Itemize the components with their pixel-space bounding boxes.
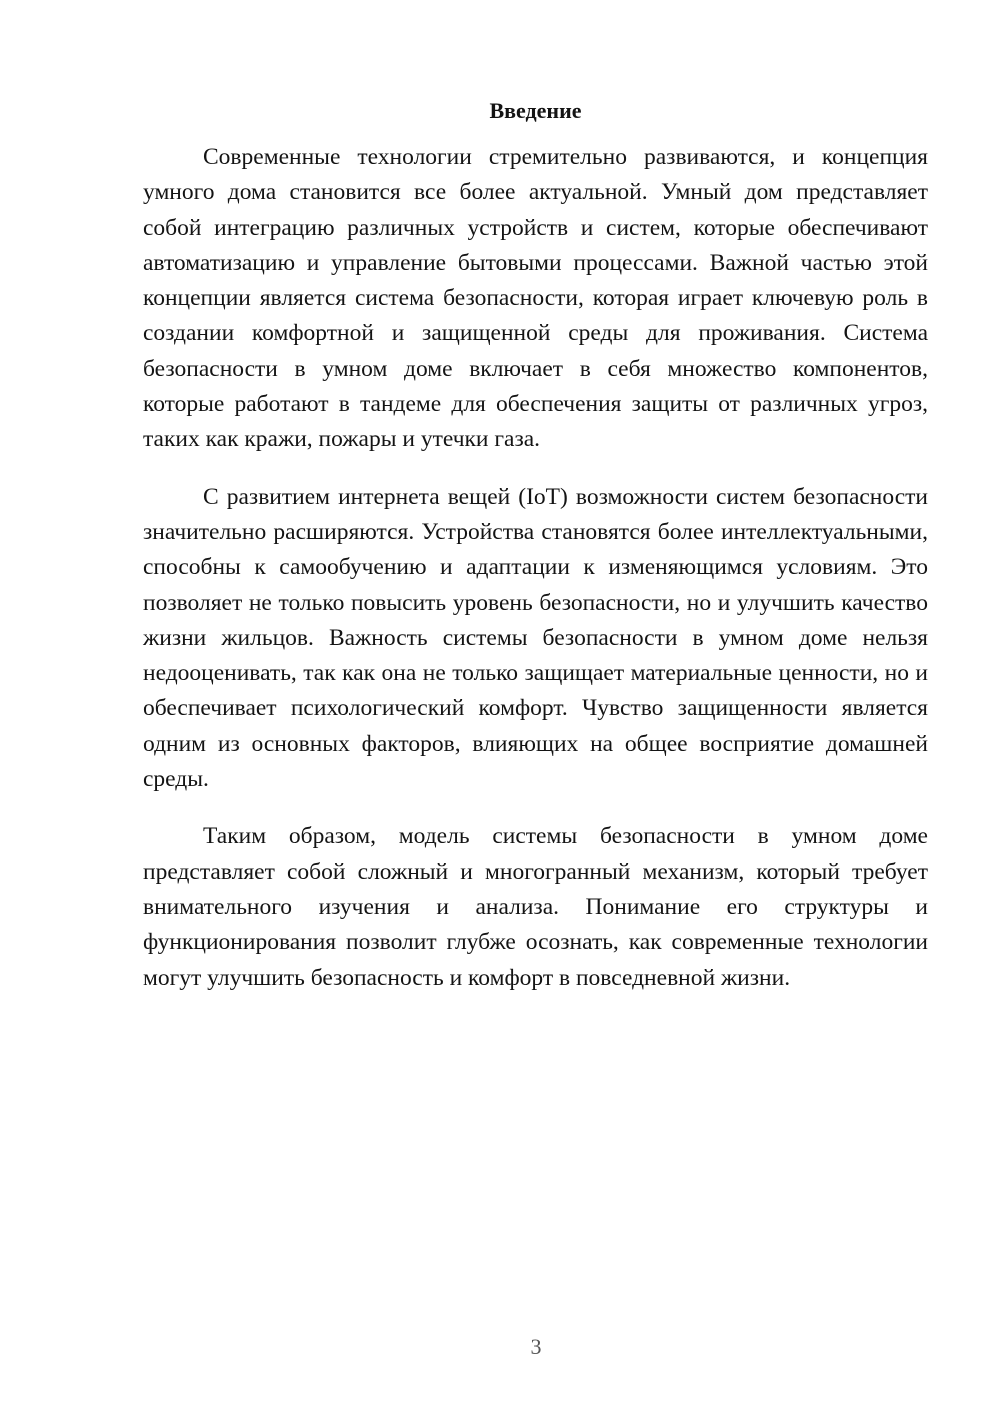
page-content bbox=[143, 94, 928, 1018]
paragraph-conclusion: Таким образом, модель системы безопасности в умном доме представляет собой сложный и многогранный механизм, который требует внимательного изучения и анализа. Понимание его структуры и функционирования позволит глубже осознать, как современные технологии могут улучшить безопасность и комфорт в повседневной жизни. bbox=[143, 823, 928, 991]
page-number: 3 bbox=[530, 1334, 542, 1359]
section-title: Введение bbox=[489, 98, 582, 123]
paragraph-intro: Современные технологии стремительно развиваются, и концепция умного дома становится все более актуальной. Умный дом представляет собой интеграцию различных устройств и систем, которые обеспечивают автоматизацию и управление бытовыми процессами. Важной частью этой концепции является система безопасности, которая играет ключевую роль в создании комфортной и защищенной среды для проживания. Система безопасности в умном доме включает в себя множество компонентов, которые работают в тандеме для обеспечения защиты от различных угроз, таких как кражи, пожары и утечки газа. bbox=[143, 144, 928, 453]
paragraph-iot: С развитием интернета вещей (IoT) возможности систем безопасности значительно расширяются. Устройства становятся более интеллектуальными, способны к самообучению и адаптации к изменяющимся условиям. Это позволяет не только повысить уровень безопасности, но и улучшить качество жизни жильцов. Важность системы безопасности в умном доме нельзя недооценивать, так как она не только защищает материальные ценности, но и обеспечивает психологический комфорт. Чувство защищенности является одним из основных факторов, влияющих на общее восприятие домашней среды. bbox=[143, 483, 928, 793]
